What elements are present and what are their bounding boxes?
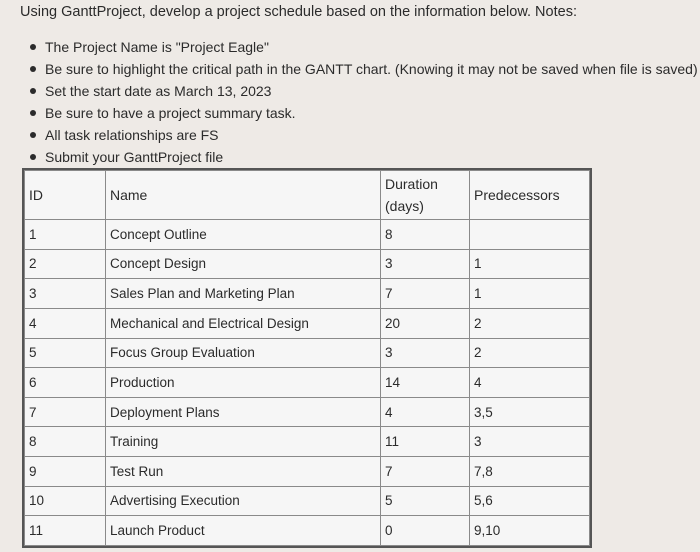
cell-id: 7 xyxy=(25,397,106,427)
cell-duration: 8 xyxy=(381,220,470,250)
header-duration: Duration (days) xyxy=(381,171,470,220)
table-row xyxy=(25,220,590,250)
cell-name: Concept Design xyxy=(106,249,381,279)
cell-id: 5 xyxy=(25,338,106,368)
cell-duration: 4 xyxy=(381,397,470,427)
cell-name: Advertising Execution xyxy=(106,486,381,516)
note-text: The Project Name is "Project Eagle" xyxy=(45,39,269,55)
cell-duration: 0 xyxy=(381,516,470,546)
cell-name: Launch Product xyxy=(106,516,381,546)
table-row xyxy=(25,368,590,398)
table-header-row xyxy=(25,171,590,220)
cell-name: Production xyxy=(106,368,381,398)
note-item xyxy=(30,146,698,168)
cell-id: 8 xyxy=(25,427,106,457)
cell-id: 10 xyxy=(25,486,106,516)
note-text: Set the start date as March 13, 2023 xyxy=(45,83,272,99)
table-row xyxy=(25,457,590,487)
note-text: Be sure to highlight the critical path in the GANTT chart. (Knowing it may not be saved when file is saved) xyxy=(45,61,698,77)
cell-name: Sales Plan and Marketing Plan xyxy=(106,279,381,309)
intro-text: Using GanttProject, develop a project schedule based on the information below. Notes: xyxy=(20,4,577,20)
cell-duration: 7 xyxy=(381,279,470,309)
cell-duration: 14 xyxy=(381,368,470,398)
cell-id: 9 xyxy=(25,457,106,487)
table-row xyxy=(25,516,590,546)
cell-predecessors: 4 xyxy=(470,368,590,398)
note-item xyxy=(30,80,698,102)
task-table xyxy=(22,168,592,548)
cell-name: Mechanical and Electrical Design xyxy=(106,308,381,338)
cell-id: 1 xyxy=(25,220,106,250)
cell-predecessors: 7,8 xyxy=(470,457,590,487)
note-item xyxy=(30,36,698,58)
cell-duration: 3 xyxy=(381,249,470,279)
table-row xyxy=(25,308,590,338)
table-row xyxy=(25,279,590,309)
bullet-icon xyxy=(30,44,36,50)
cell-duration: 5 xyxy=(381,486,470,516)
header-id: ID xyxy=(25,171,106,220)
cell-name: Training xyxy=(106,427,381,457)
bullet-icon xyxy=(30,66,36,72)
cell-predecessors: 2 xyxy=(470,338,590,368)
cell-duration: 11 xyxy=(381,427,470,457)
note-item xyxy=(30,58,698,80)
cell-name: Focus Group Evaluation xyxy=(106,338,381,368)
table-row xyxy=(25,486,590,516)
note-text: Submit your GanttProject file xyxy=(45,149,224,165)
cell-predecessors: 1 xyxy=(470,249,590,279)
bullet-icon xyxy=(30,154,36,160)
cell-id: 3 xyxy=(25,279,106,309)
cell-id: 11 xyxy=(25,516,106,546)
header-predecessors: Predecessors xyxy=(470,171,590,220)
note-text: All task relationships are FS xyxy=(45,127,219,143)
cell-duration: 7 xyxy=(381,457,470,487)
table-row xyxy=(25,338,590,368)
cell-id: 6 xyxy=(25,368,106,398)
cell-name: Test Run xyxy=(106,457,381,487)
cell-predecessors: 3,5 xyxy=(470,397,590,427)
cell-id: 4 xyxy=(25,308,106,338)
table-row xyxy=(25,249,590,279)
cell-predecessors: 1 xyxy=(470,279,590,309)
note-item xyxy=(30,124,698,146)
cell-predecessors: 3 xyxy=(470,427,590,457)
header-name: Name xyxy=(106,171,381,220)
bullet-icon xyxy=(30,110,36,116)
bullet-icon xyxy=(30,88,36,94)
bullet-icon xyxy=(30,132,36,138)
table-row xyxy=(25,427,590,457)
cell-id: 2 xyxy=(25,249,106,279)
cell-duration: 20 xyxy=(381,308,470,338)
cell-predecessors: 5,6 xyxy=(470,486,590,516)
cell-name: Concept Outline xyxy=(106,220,381,250)
table-row xyxy=(25,397,590,427)
note-item xyxy=(30,102,698,124)
cell-predecessors: 2 xyxy=(470,308,590,338)
cell-duration: 3 xyxy=(381,338,470,368)
cell-predecessors: 9,10 xyxy=(470,516,590,546)
cell-name: Deployment Plans xyxy=(106,397,381,427)
notes-list xyxy=(30,36,698,168)
note-text: Be sure to have a project summary task. xyxy=(45,105,296,121)
cell-predecessors xyxy=(470,220,590,250)
